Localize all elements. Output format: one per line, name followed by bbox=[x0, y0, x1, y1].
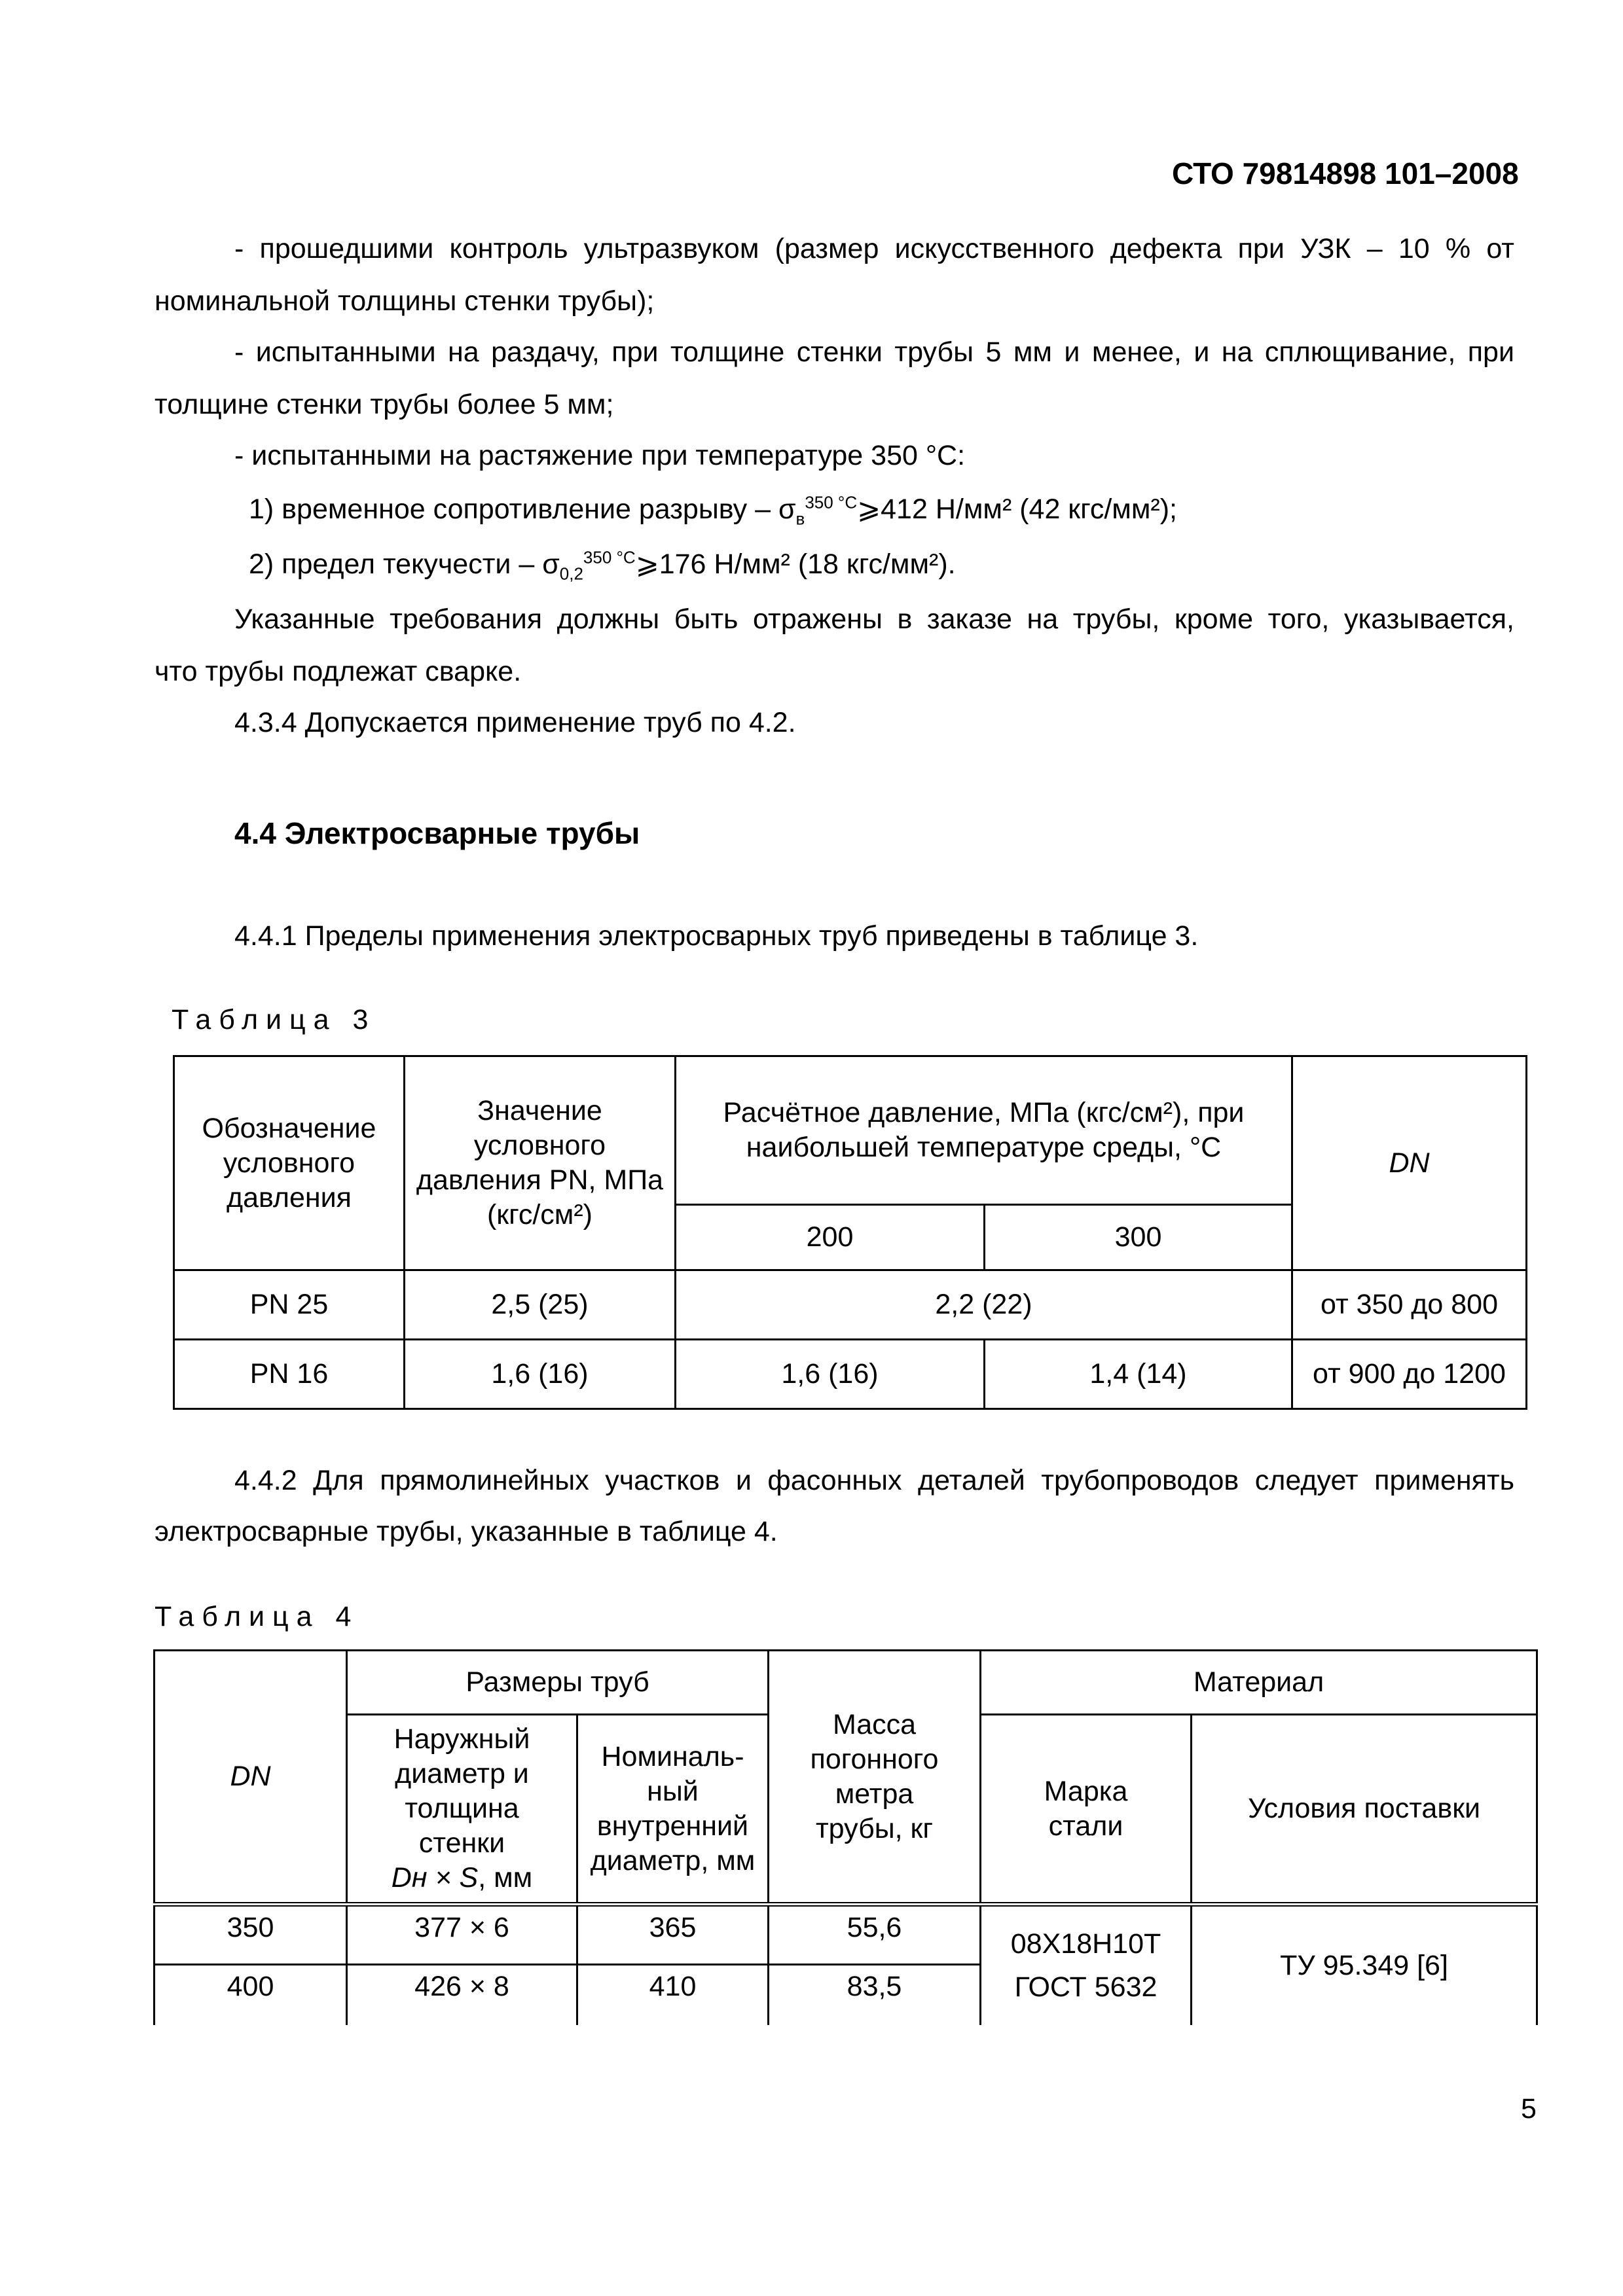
table4-cell-mass: 83,5 bbox=[769, 1965, 981, 2025]
table3-cell-designation: PN 16 bbox=[174, 1340, 405, 1409]
table3-cell-dn: от 350 до 800 bbox=[1292, 1270, 1527, 1340]
paragraph-tension-test: - испытанными на растяжение при температуре 350 °С: bbox=[234, 440, 966, 471]
document-code: СТО 79814898 101–2008 bbox=[1172, 156, 1519, 190]
table-row bbox=[155, 1905, 1537, 1965]
table3-cell-nominal: 1,6 (16) bbox=[405, 1340, 676, 1409]
table4-steel-line1: 08Х18Н10Т bbox=[1010, 1928, 1161, 1960]
paragraph-4-4-2-line1: 4.4.2 Для прямолинейных участков и фасонных деталей трубопроводов следует применять bbox=[234, 1465, 1514, 1496]
table3-header-designation: Обозначение условного давления bbox=[174, 1056, 405, 1270]
table4-cell-inner: 410 bbox=[577, 1965, 769, 2025]
table4-header-inner: Номиналь-ный внутренний диаметр, мм bbox=[577, 1715, 769, 1905]
item2-subscript: 0,2 bbox=[559, 564, 583, 584]
paragraph-ultrasound-line1: - прошедшими контроль ультразвуком (размер искусственного дефекта при УЗК – 10 % от bbox=[234, 233, 1514, 264]
paragraph-4-4-2-line2: электросварные трубы, указанные в таблице 4. bbox=[155, 1516, 778, 1547]
table4-header-steel: Марка стали bbox=[981, 1715, 1192, 1905]
item1-suffix: ⩾412 Н/мм² (42 кгс/мм²); bbox=[857, 493, 1178, 525]
table4-cell-mass: 55,6 bbox=[769, 1905, 981, 1965]
table3-header-design-pressure: Расчётное давление, МПа (кгс/см²), при наибольшей температуре среды, °С bbox=[676, 1056, 1292, 1205]
table3-cell-pressure-300: 1,4 (14) bbox=[985, 1340, 1292, 1409]
item2-superscript: 350 °С bbox=[583, 547, 636, 567]
paragraph-4-4-1: 4.4.1 Пределы применения электросварных труб приведены в таблице 3. bbox=[234, 920, 1199, 952]
table-4 bbox=[153, 1649, 1538, 2025]
table-row bbox=[174, 1340, 1527, 1409]
table4-cell-outer: 377 × 6 bbox=[347, 1905, 577, 1965]
item2-suffix: ⩾176 Н/мм² (18 кгс/мм²). bbox=[635, 548, 956, 580]
list-item-tensile-strength bbox=[249, 492, 1178, 529]
table-row bbox=[174, 1270, 1527, 1340]
section-title: 4.4 Электросварные трубы bbox=[234, 816, 640, 850]
table4-steel-line2: ГОСТ 5632 bbox=[1014, 1971, 1158, 2003]
table-3 bbox=[173, 1055, 1527, 1410]
table4-header-mass: Масса погонного метра трубы, кг bbox=[769, 1651, 981, 1905]
table4-cell-inner: 365 bbox=[577, 1905, 769, 1965]
table3-caption: Таблица 3 bbox=[172, 1004, 376, 1035]
paragraph-requirements-line1: Указанные требования должны быть отражены в заказе на трубы, кроме того, указывается, bbox=[234, 603, 1514, 635]
item2-prefix: 2) предел текучести – σ bbox=[249, 548, 560, 580]
table4-cell-conditions: ТУ 95.349 [6] bbox=[1192, 1905, 1537, 2025]
table3-header-temp-300: 300 bbox=[985, 1205, 1292, 1270]
paragraph-expansion-line2: толщине стенки трубы более 5 мм; bbox=[155, 389, 614, 420]
table4-header-dn: DN bbox=[155, 1651, 347, 1905]
paragraph-expansion-line1: - испытанными на раздачу, при толщине стенки трубы 5 мм и менее, и на сплющивание, при bbox=[234, 336, 1514, 368]
table3-header-nominal: Значение условного давления PN, МПа (кгс/см²) bbox=[405, 1056, 676, 1270]
table4-caption: Таблица 4 bbox=[155, 1601, 359, 1632]
table3-header-dn: DN bbox=[1292, 1056, 1527, 1270]
table3-cell-designation: PN 25 bbox=[174, 1270, 405, 1340]
table4-cell-outer: 426 × 8 bbox=[347, 1965, 577, 2025]
item1-subscript: в bbox=[795, 509, 805, 529]
table4-cell-dn: 400 bbox=[155, 1965, 347, 2025]
table4-cell-steel bbox=[981, 1905, 1192, 2025]
table4-header-outer-symbol: Dн × S bbox=[391, 1862, 479, 1893]
item1-prefix: 1) временное сопротивление разрыву – σ bbox=[249, 493, 796, 525]
table4-header-material: Материал bbox=[981, 1651, 1537, 1715]
table4-header-outer-unit: , мм bbox=[478, 1862, 533, 1893]
table3-cell-pressure-200: 1,6 (16) bbox=[676, 1340, 985, 1409]
table4-cell-dn: 350 bbox=[155, 1905, 347, 1965]
table3-header-temp-200: 200 bbox=[676, 1205, 985, 1270]
table3-cell-dn: от 900 до 1200 bbox=[1292, 1340, 1527, 1409]
table4-header-pipe-sizes: Размеры труб bbox=[347, 1651, 769, 1715]
paragraph-ultrasound-line2: номинальной толщины стенки трубы); bbox=[155, 285, 655, 317]
table4-header-conditions: Условия поставки bbox=[1192, 1715, 1537, 1905]
table3-cell-nominal: 2,5 (25) bbox=[405, 1270, 676, 1340]
table3-cell-pressure: 2,2 (22) bbox=[676, 1270, 1292, 1340]
paragraph-requirements-line2: что трубы подлежат сварке. bbox=[155, 656, 522, 687]
item1-superscript: 350 °С bbox=[805, 492, 858, 512]
table4-header-outer-text: Наружный диаметр и толщина стенки bbox=[393, 1723, 530, 1859]
page-number: 5 bbox=[1521, 2093, 1537, 2125]
table4-header-outer bbox=[347, 1715, 577, 1905]
paragraph-4-3-4: 4.3.4 Допускается применение труб по 4.2. bbox=[234, 707, 796, 738]
list-item-yield-strength bbox=[249, 547, 956, 584]
